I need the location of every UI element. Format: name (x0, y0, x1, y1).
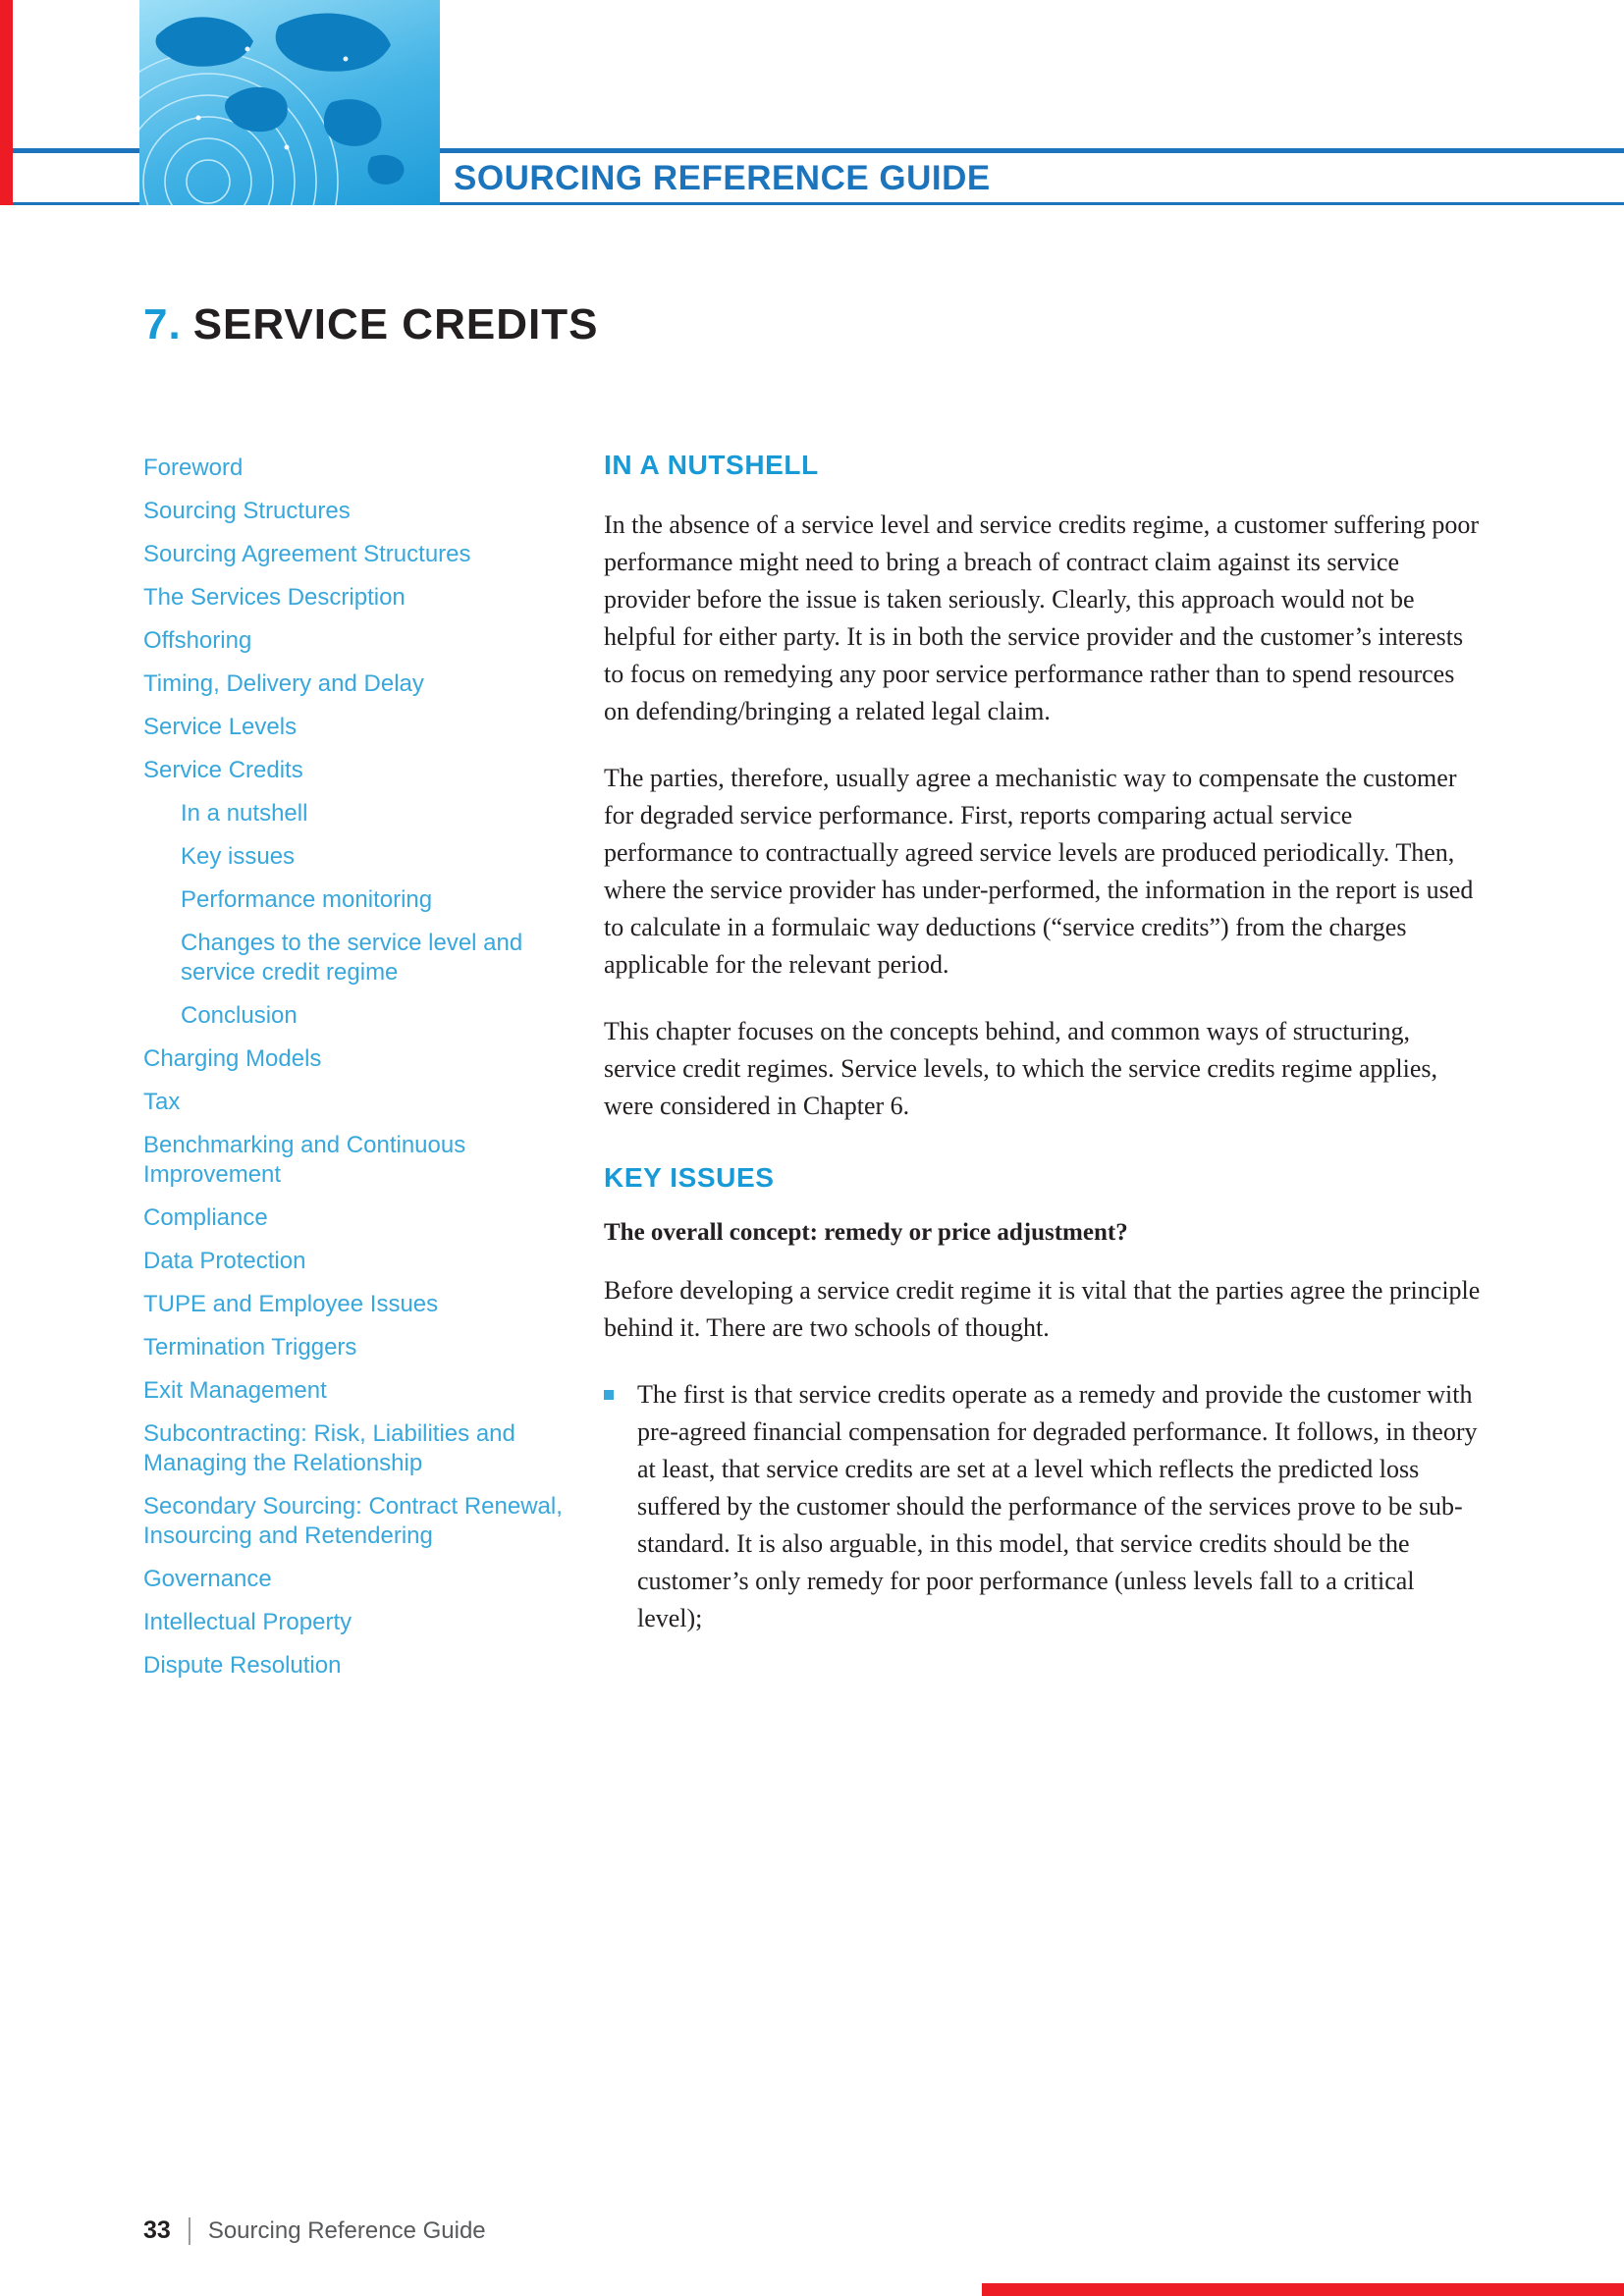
toc-item[interactable]: Service Levels (143, 714, 298, 740)
toc-item[interactable]: In a nutshell (181, 800, 308, 827)
section-heading: KEY ISSUES (604, 1162, 775, 1193)
toc-item[interactable]: Charging Models (143, 1045, 322, 1072)
chapter-title: SERVICE CREDITS (192, 300, 599, 348)
world-map-icon (139, 0, 440, 205)
red-accent-bar-bottom (982, 2283, 1624, 2296)
content-section (604, 450, 1483, 1125)
toc-item[interactable]: TUPE and Employee Issues (143, 1291, 439, 1317)
toc-item[interactable]: Performance monitoring (181, 886, 433, 913)
body-paragraph: The parties, therefore, usually agree a mechanistic way to compensate the customer for degraded service performance. First, reports comparing actual service performance to contractually agreed service levels are produced periodically. Then, where the service provider has under-performed, the information in the report is used to calculate in a formulaic way deductions (“service credits”) from the charges applicable for the relevant period. (604, 764, 1474, 979)
chapter-heading (143, 300, 598, 349)
subsection-heading: The overall concept: remedy or price adjustment? (604, 1219, 1128, 1246)
page-footer (143, 2216, 486, 2245)
toc-item[interactable]: Compliance (143, 1204, 268, 1231)
toc-item[interactable]: Conclusion (181, 1002, 298, 1029)
document-title: SOURCING REFERENCE GUIDE (454, 159, 991, 197)
section-heading: IN A NUTSHELL (604, 450, 819, 480)
body-paragraph: This chapter focuses on the concepts behind, and common ways of structuring, service credit regimes. Service levels, to which the service credits regime applies, were considered in Chapter 6. (604, 1017, 1437, 1120)
table-of-contents (143, 454, 575, 1694)
page-number: 33 (143, 2216, 171, 2244)
bullet-item (604, 1376, 1483, 1637)
toc-item[interactable]: Service Credits (143, 757, 303, 783)
toc-item[interactable]: Subcontracting: Risk, Liabilities and Managing the Relationship (143, 1420, 515, 1476)
toc-item[interactable]: Sourcing Structures (143, 498, 351, 524)
content-section (604, 1162, 1483, 1637)
footer-divider (189, 2217, 190, 2245)
red-accent-bar-top (0, 0, 13, 205)
toc-item[interactable]: Exit Management (143, 1377, 327, 1404)
toc-item[interactable]: Secondary Sourcing: Contract Renewal, Insourcing and Retendering (143, 1493, 563, 1549)
toc-item[interactable]: Timing, Delivery and Delay (143, 670, 424, 697)
toc-item[interactable]: Offshoring (143, 627, 252, 654)
square-bullet-icon (604, 1390, 614, 1400)
toc-item[interactable]: Termination Triggers (143, 1334, 357, 1361)
toc-item[interactable]: Changes to the service level and service credit regime (181, 930, 523, 986)
footer-title: Sourcing Reference Guide (207, 2216, 486, 2244)
toc-item[interactable]: Governance (143, 1566, 272, 1592)
toc-item[interactable]: Data Protection (143, 1248, 306, 1274)
toc-item[interactable]: Dispute Resolution (143, 1652, 342, 1679)
toc-item[interactable]: Intellectual Property (143, 1609, 352, 1635)
toc-item[interactable]: Sourcing Agreement Structures (143, 541, 471, 567)
toc-item[interactable]: Key issues (181, 843, 296, 870)
toc-item[interactable]: The Services Description (143, 584, 406, 611)
body-paragraph: Before developing a service credit regime it is vital that the parties agree the principle behind it. There are two schools of thought. (604, 1276, 1481, 1342)
body-paragraph: In the absence of a service level and service credits regime, a customer suffering poor performance might need to bring a breach of contract claim against its service provider before the issue is taken seriously. Clearly, this approach would not be helpful for either party. It is in both the service provider and the customer’s interests to focus on remedying any poor service performance rather than to spend resources on defending/bringing a related legal claim. (604, 510, 1480, 725)
toc-item[interactable]: Benchmarking and Continuous Improvement (143, 1132, 466, 1188)
toc-item[interactable]: Tax (143, 1089, 181, 1115)
bullet-text: The first is that service credits operate as a remedy and provide the customer with pre-agreed financial compensation for degraded performance. It follows, in theory at least, that service credits are set at a level which reflects the predicted loss suffered by the customer should the performance of the services prove to be sub-standard. It is also arguable, in this model, that service credits should be the customer’s only remedy for poor performance (unless levels fall to a critical level); (637, 1380, 1478, 1632)
main-content (604, 450, 1483, 1667)
chapter-number: 7. (143, 300, 182, 348)
toc-item[interactable]: Foreword (143, 454, 244, 481)
